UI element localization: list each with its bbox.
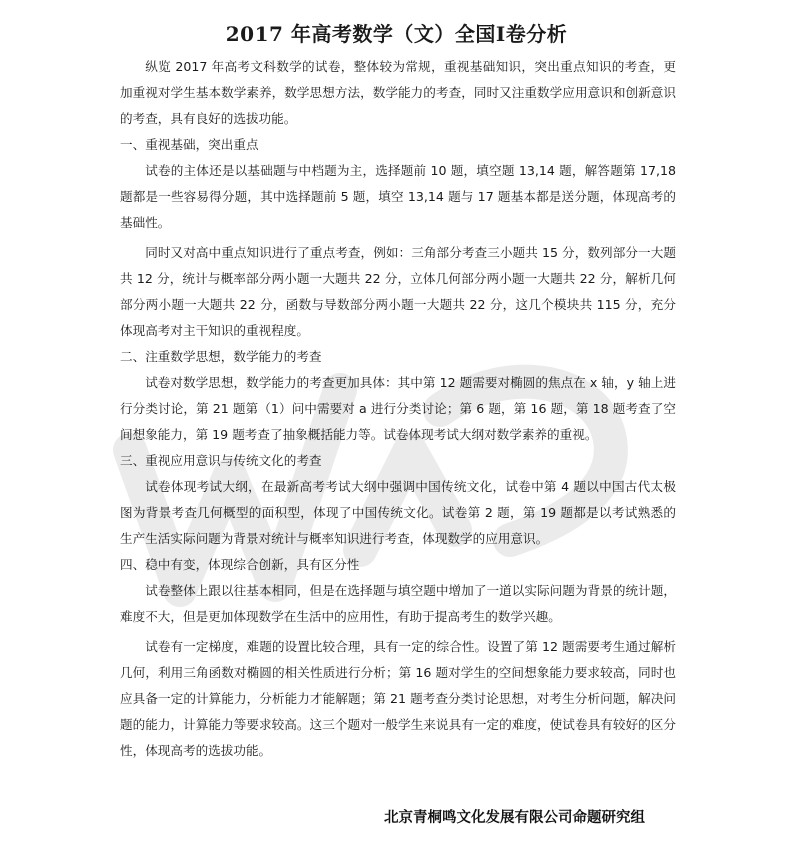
section-heading-1: 一、重视基础，突出重点 [120, 137, 259, 152]
section-4-paragraph-2: 试卷有一定梯度，难题的设置比较合理，具有一定的综合性。设置了第 12 题需要考生通过解析几何，利用三角函数对椭圆的相关性质进行分析；第 16 题对学生的空间想象能力要求较高，同时也应具备一定的计算能力，分析能力才能解题；第 21 题考查分类讨论思想，对考生分析问题，解决问题的能力，计算能力等要求较高。这三个题对一般学生来说具有一定的难度，使试卷具有较好的区分性，体现高考的选拔功能。 [120, 639, 676, 758]
author-signature: 北京青桐鸣文化发展有限公司命题研究组 [384, 810, 645, 826]
section-heading-3: 三、重视应用意识与传统文化的考查 [120, 453, 322, 468]
section-2-paragraph: 试卷对数学思想，数学能力的考查更加具体：其中第 12 题需要对椭圆的焦点在 x 轴，y 轴上进行分类讨论，第 21 题第（1）问中需要对 a 进行分类讨论；第 6 题，第 16 题，第 18 题考查了空间想象能力，第 19 题考查了抽象概括能力等。试卷体现考试大纲对数学素养的重视。 [120, 375, 676, 442]
section-4-paragraph-1: 试卷整体上跟以往基本相同，但是在选择题与填空题中增加了一道以实际问题为背景的统计题，难度不大，但是更加体现数学在生活中的应用性，有助于提高考生的数学兴趣。 [120, 583, 676, 624]
section-1-paragraph-1: 试卷的主体还是以基础题与中档题为主，选择题前 10 题，填空题 13,14 题，解答题第 17,18 题都是一些容易得分题，其中选择题前 5 题，填空 13,14 题与 17 题基本都是送分题，体现高考的基础性。 [120, 163, 676, 230]
document-body [120, 54, 676, 764]
section-3-paragraph: 试卷体现考试大纲，在最新高考考试大纲中强调中国传统文化，试卷中第 4 题以中国古代太极图为背景考查几何概型的面积型，体现了中国传统文化。试卷第 2 题，第 19 题都是以考试熟悉的生产生活实际问题为背景对统计与概率知识进行考查，体现数学的应用意识。 [120, 479, 676, 546]
intro-paragraph: 纵览 2017 年高考文科数学的试卷，整体较为常规，重视基础知识，突出重点知识的考查，更加重视对学生基本数学素养，数学思想方法，数学能力的考查，同时又注重数学应用意识和创新意识的考查，具有良好的选拔功能。 [120, 59, 676, 126]
section-1-paragraph-2: 同时又对高中重点知识进行了重点考查，例如：三角部分考查三小题共 15 分，数列部分一大题共 12 分，统计与概率部分两小题一大题共 22 分，立体几何部分两小题一大题共 22 分，解析几何部分两小题一大题共 22 分，函数与导数部分两小题一大题共 22 分，这几个模块共 115 分，充分体现高考对主干知识的重视程度。 [120, 245, 676, 338]
document-title: 2017 年高考数学（文）全国Ⅰ卷分析 [225, 22, 568, 46]
section-heading-4: 四、稳中有变，体现综合创新，具有区分性 [120, 557, 360, 572]
section-heading-2: 二、注重数学思想，数学能力的考查 [120, 349, 322, 364]
